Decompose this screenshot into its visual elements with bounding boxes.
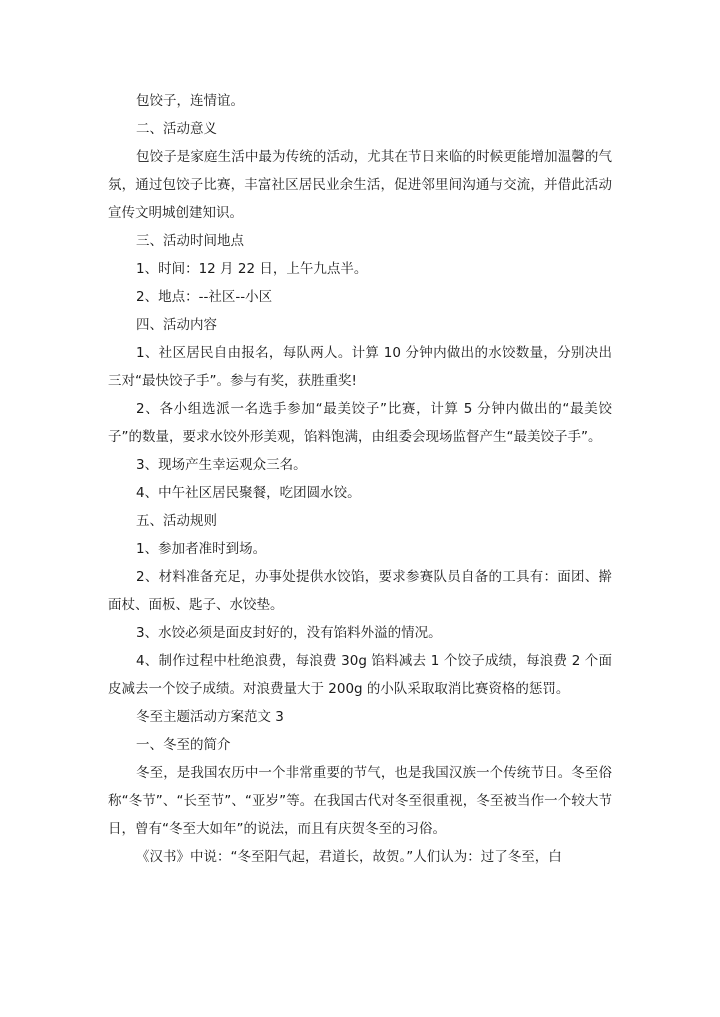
paragraph-content-3: 3、现场产生幸运观众三名。 [136,457,307,473]
paragraph-intro-tail: 包饺子，连情谊。 [136,93,244,109]
paragraph-place: 2、地点：--社区--小区 [136,289,273,305]
paragraph-hanshu-quote: 《汉书》中说：“冬至阳气起，君道长，故贺。”人们认为：过了冬至，白 [136,849,562,865]
heading-time-place: 三、活动时间地点 [136,233,244,249]
heading-activity-rules: 五、活动规则 [136,513,217,529]
paragraph-rule-1: 1、参加者准时到场。 [136,541,267,557]
paragraph-rule-4: 4、制作过程中杜绝浪费，每浪费 30g 馅料减去 1 个饺子成绩，每浪费 2 个面皮减去一个饺子成绩。对浪费量大于 200g 的小队采取取消比赛资格的惩罚。 [108,653,612,697]
paragraph-content-1: 1、社区居民自由报名，每队两人。计算 10 分钟内做出的水饺数量，分别决出三对“最快饺子手”。参与有奖，获胜重奖! [108,345,612,389]
paragraph-winter-solstice: 冬至，是我国农历中一个非常重要的节气，也是我国汉族一个传统节日。冬至俗称“冬节”、“长至节”、“亚岁”等。在我国古代对冬至很重视，冬至被当作一个较大节日，曾有“冬至大如年”的说法，而且有庆贺冬至的习俗。 [108,765,612,837]
heading-winter-solstice-intro: 一、冬至的简介 [136,737,231,753]
paragraph-rule-2: 2、材料准备充足，办事处提供水饺馅，要求参赛队员自备的工具有：面团、擀面杖、面板、匙子、水饺垫。 [108,569,612,613]
heading-activity-significance: 二、活动意义 [136,121,217,137]
heading-activity-content: 四、活动内容 [136,317,217,333]
paragraph-rule-3: 3、水饺必须是面皮封好的，没有馅料外溢的情况。 [136,625,442,641]
paragraph-content-2: 2、各小组选派一名选手参加“最美饺子”比赛，计算 5 分钟内做出的“最美饺子”的数量，要求水饺外形美观，馅料饱满，由组委会现场监督产生“最美饺子手”。 [108,401,612,445]
section-title-sample-3: 冬至主题活动方案范文 3 [136,709,284,725]
paragraph-content-4: 4、中午社区居民聚餐，吃团圆水饺。 [136,485,361,501]
paragraph-significance: 包饺子是家庭生活中最为传统的活动，尤其在节日来临的时候更能增加温馨的气氛，通过包饺子比赛，丰富社区居民业余生活，促进邻里间沟通与交流，并借此活动宣传文明城创建知识。 [108,149,612,221]
paragraph-time: 1、时间：12 月 22 日，上午九点半。 [136,261,368,277]
document-page [108,87,612,871]
